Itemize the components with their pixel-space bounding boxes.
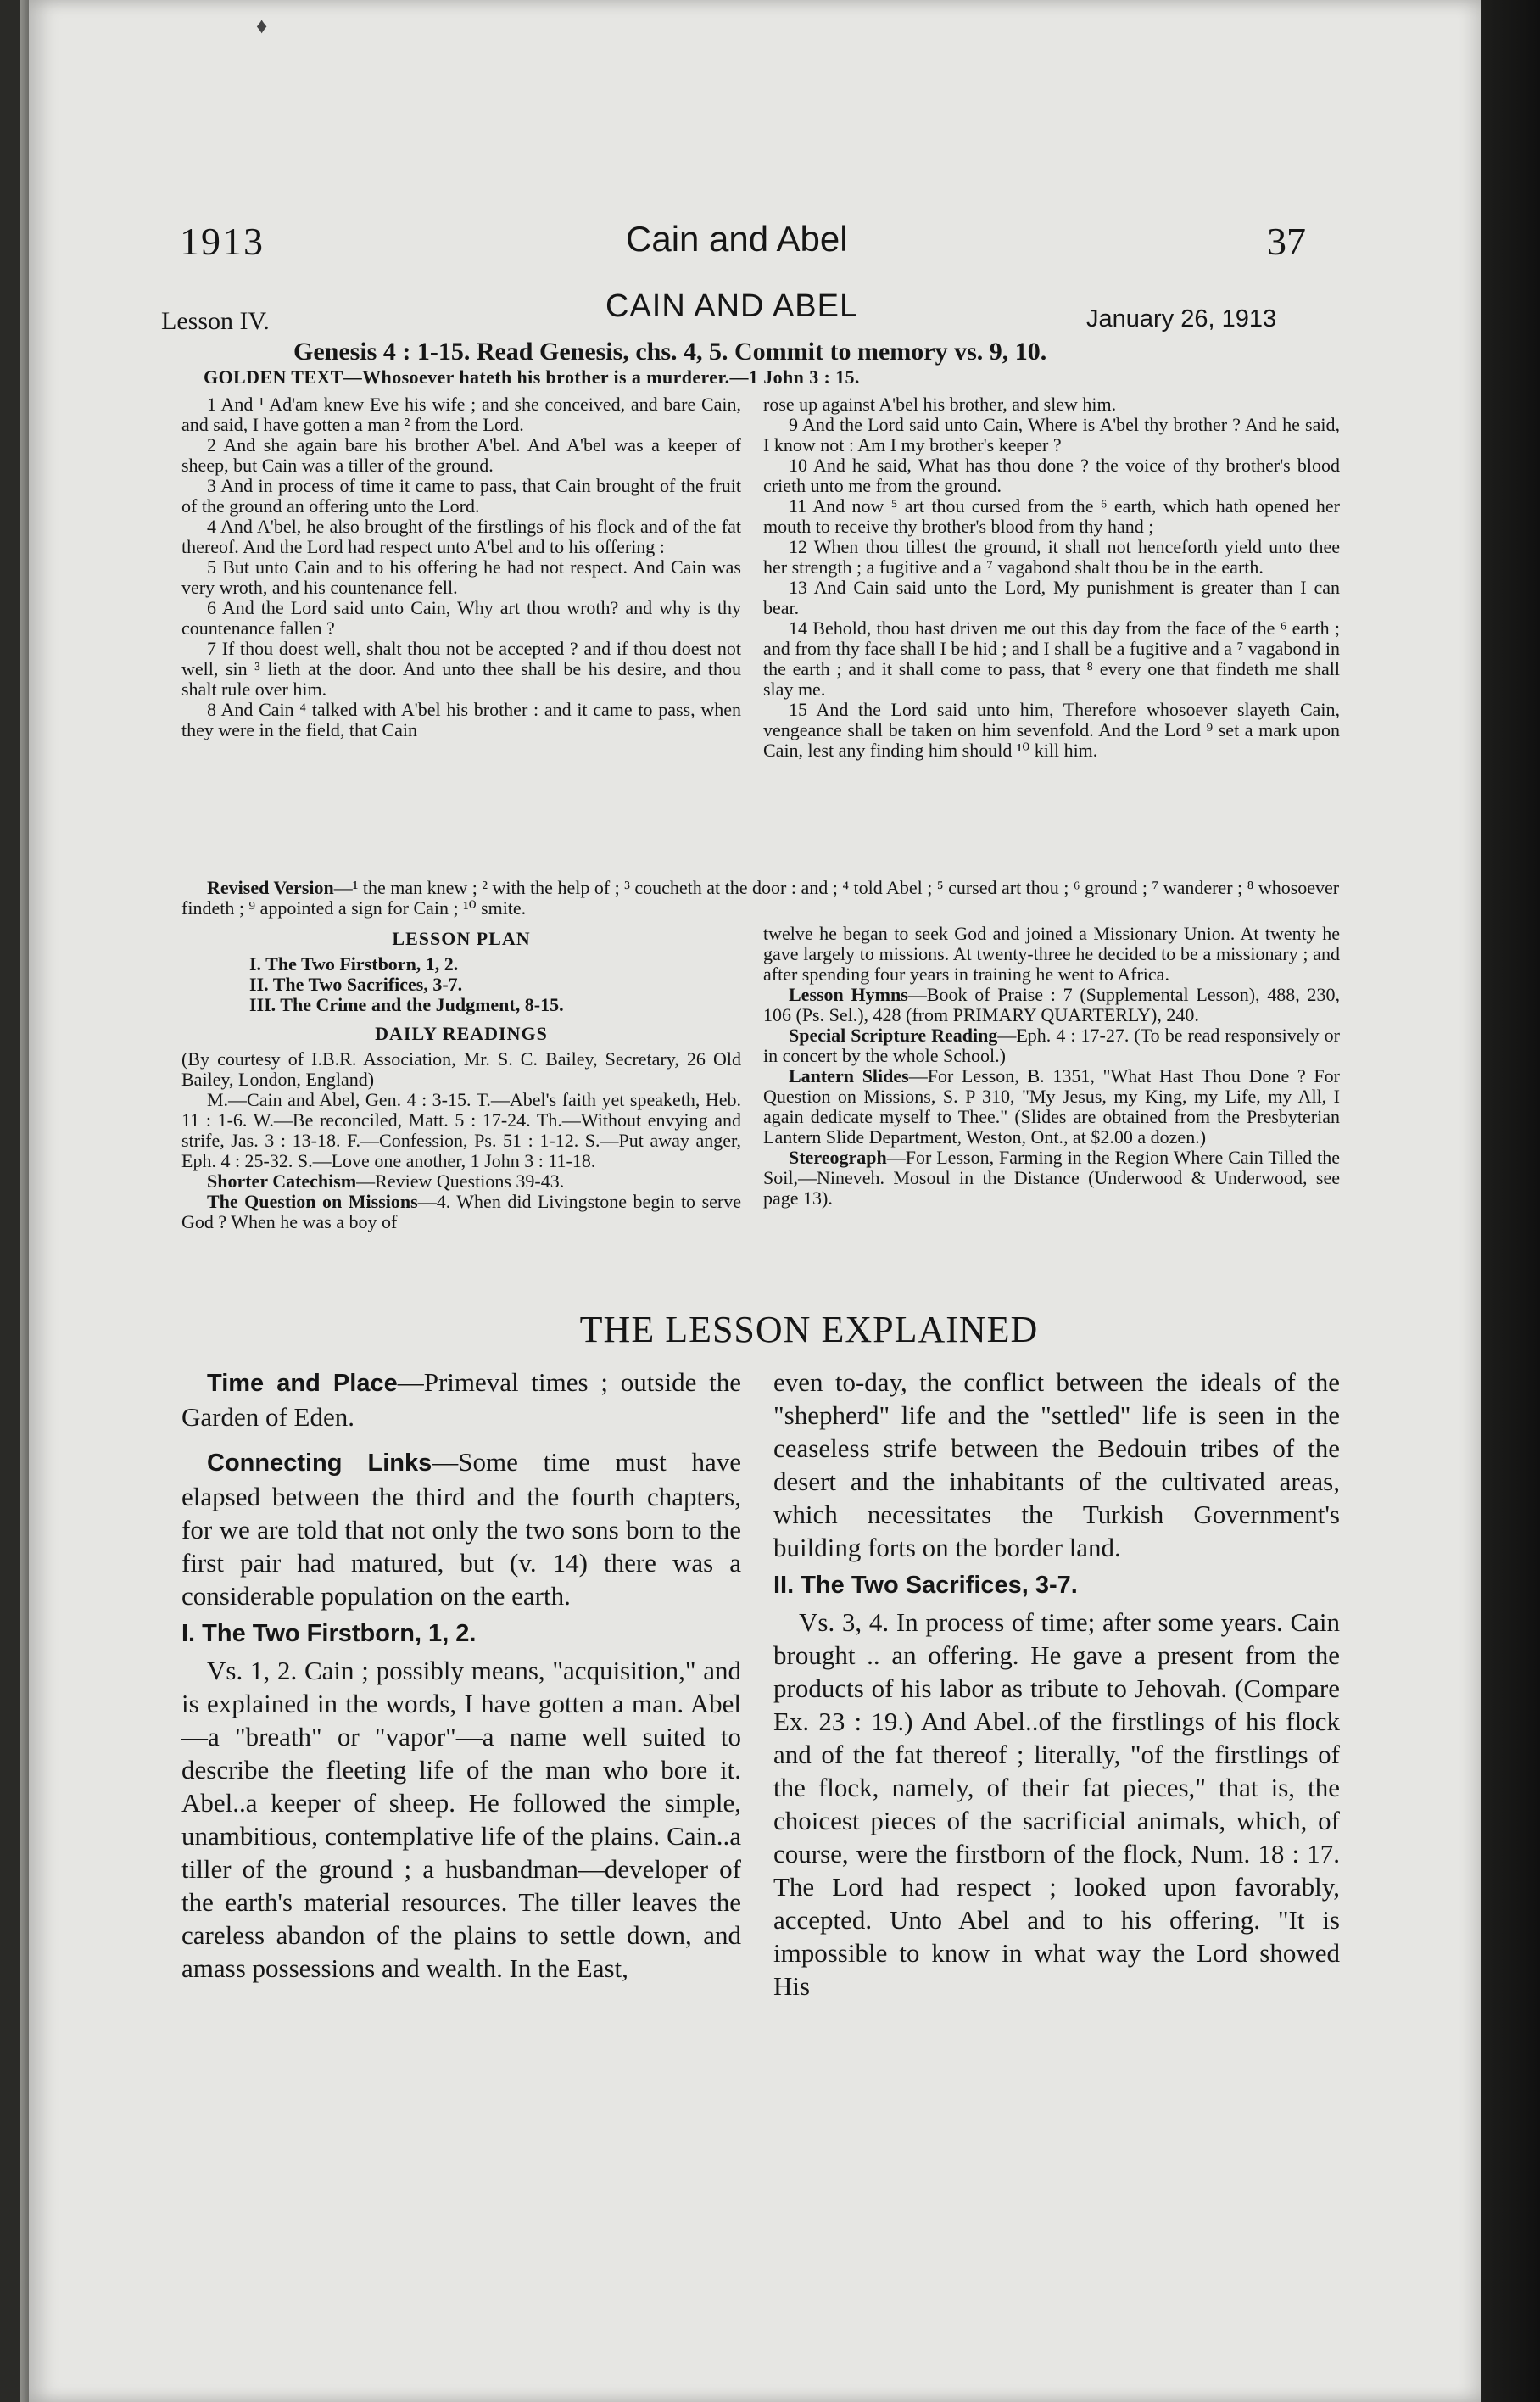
book-page bbox=[29, 0, 1481, 2402]
revised-version bbox=[181, 878, 1343, 919]
shorter-catechism-label: Shorter Catechism bbox=[207, 1170, 357, 1192]
verse: 8 And Cain ⁴ talked with A'bel his brother : and it came to pass, when they were in the field, that Cain bbox=[181, 699, 741, 740]
lesson-plan-item: III. The Crime and the Judgment, 8-15. bbox=[249, 994, 564, 1015]
revised-version-label: Revised Version bbox=[207, 877, 334, 898]
lesson-plan-heading: LESSON PLAN bbox=[392, 928, 531, 949]
lesson-notes-left bbox=[181, 924, 741, 1232]
lesson-explained-heading bbox=[29, 1308, 1481, 1351]
revised-version-text: —¹ the man knew ; ² with the help of ; ³ coucheth at the door : and ; ⁴ told Abel ; ⁵ cursed art thou ; ⁶ ground ; ⁷ wanderer ; ⁸ whosoever findeth ; ⁹ appointed a sign for Cain ; ¹⁰ smite. bbox=[181, 877, 1340, 919]
verse: 1 And ¹ Ad'am knew Eve his wife ; and she conceived, and bare Cain, and said, I have gotten a man ² from the Lord. bbox=[181, 394, 741, 435]
stereograph-label: Stereograph bbox=[789, 1147, 887, 1168]
verse: 15 And the Lord said unto him, Therefore whosoever slayeth Cain, vengeance shall be taken on him sevenfold. And the Lord ⁹ set a mark upon Cain, lest any finding him should ¹⁰ kill him. bbox=[763, 699, 1340, 761]
section-heading: I. The Two Firstborn, 1, 2. bbox=[181, 1620, 477, 1647]
connecting-links-label: Connecting Links bbox=[207, 1450, 432, 1477]
special-reading-text: —Eph. 4 : 17-27. (To be read responsively or in concert by the whole School.) bbox=[763, 1025, 1340, 1066]
missions-question-label: The Question on Missions bbox=[207, 1191, 418, 1212]
lesson-number: Lesson IV. bbox=[161, 307, 270, 335]
missions-question-continued: twelve he began to seek God and joined a Missionary Union. At twenty he gave largely to missions. At twenty-three he decided to be a missionary ; and after spending four years in training he went to Africa. bbox=[763, 923, 1340, 985]
verse: 4 And A'bel, he also brought of the firstlings of his flock and of the fat thereof. And the Lord had respect unto A'bel and to his offering : bbox=[181, 516, 741, 557]
verse: 3 And in process of time it came to pass, that Cain brought of the fruit of the ground an offering unto the Lord. bbox=[181, 475, 741, 517]
daily-readings-heading: DAILY READINGS bbox=[375, 1023, 548, 1044]
lantern-slides-text: —For Lesson, B. 1351, "What Hast Thou Done ? For Question on Missions, S. P 310, "My Jesus, my King, my Life, my All, I again dedicate myself to Thee." (Slides are obtained from the Presbyterian Lantern Slide Department, Weston, Ont., at $2.00 a dozen.) bbox=[763, 1065, 1340, 1148]
verse: 5 But unto Cain and to his offering he had not respect. And Cain was very wroth, and his countenance fell. bbox=[181, 556, 741, 598]
verse: 13 And Cain said unto the Lord, My punishment is greater than I can bear. bbox=[763, 577, 1340, 618]
special-reading-label: Special Scripture Reading bbox=[789, 1025, 998, 1046]
time-place-label: Time and Place bbox=[207, 1370, 398, 1397]
verse: 14 Behold, thou hast driven me out this day from the face of the ⁶ earth ; and from thy face shall I be hid ; and I shall be a fugitive and a ⁷ vagabond in the earth ; and it shall come to pass, that ⁸ every one that findeth me shall slay me. bbox=[763, 617, 1340, 700]
shorter-catechism-text: —Review Questions 39-43. bbox=[356, 1170, 565, 1192]
running-head-year: 1913 bbox=[180, 220, 265, 263]
verse: 2 And she again bare his brother A'bel. And A'bel was a keeper of sheep, but Cain was a tiller of the ground. bbox=[181, 434, 741, 476]
verse: 10 And he said, What has thou done ? the voice of thy brother's blood crieth unto me from the ground. bbox=[763, 455, 1340, 496]
lesson-hymns-label: Lesson Hymns bbox=[789, 984, 908, 1005]
verses-left-column bbox=[181, 394, 741, 740]
verse: rose up against A'bel his brother, and slew him. bbox=[763, 394, 1117, 415]
connecting-links-text: —Some time must have elapsed between the third and the fourth chapters, for we are told that not only the two sons born to the first pair had matured, but (v. 14) there was a considerable population on the earth. bbox=[181, 1447, 741, 1611]
section-text: Vs. 1, 2. Cain ; possibly means, "acquisition," and is explained in the words, I have gotten a man. Abel—a "breath" or "vapor"—a name well suited to describe the fleeting life of the man who bore it. Abel..a keeper of sheep. He followed the simple, unambitious, contemplative life of the plains. Cain..a tiller of the ground ; a husbandman—developer of the earth's material resources. The tiller leaves the careless abandon of the plains to settle down, and amass possessions and wealth. In the East, bbox=[181, 1656, 741, 1983]
time-place-text: —Primeval times ; outside the Garden of Eden. bbox=[181, 1367, 741, 1432]
lesson-title: CAIN AND ABEL bbox=[605, 288, 859, 324]
explanation-continued: even to-day, the conflict between the ideals of the "shepherd" life and the "settled" life is seen in the ceaseless strife between the Bedouin tribes of the desert and the inhabitants of the cultivated areas, which necessitates the Turkish Government's building forts on the border land. bbox=[773, 1367, 1340, 1562]
explanation-right-column bbox=[773, 1366, 1340, 2003]
daily-readings-text: M.—Cain and Abel, Gen. 4 : 3-15. T.—Abel's faith yet speaketh, Heb. 11 : 1-6. W.—Be reconciled, Matt. 5 : 17-24. Th.—Without envying and strife, Jas. 3 : 13-18. F.—Confession, Ps. 51 : 1-12. S.—Put away anger, Eph. 4 : 25-32. S.—Love one another, 1 John 3 : 11-18. bbox=[181, 1089, 741, 1171]
lesson-date: January 26, 1913 bbox=[1086, 305, 1277, 332]
lantern-slides-label: Lantern Slides bbox=[789, 1065, 909, 1086]
scripture-reference: Genesis 4 : 1-15. Read Genesis, chs. 4, 5. Commit to memory vs. 9, 10. bbox=[293, 338, 1047, 366]
daily-readings-courtesy: (By courtesy of I.B.R. Association, Mr. S. C. Bailey, Secretary, 26 Old Bailey, London, England) bbox=[181, 1048, 741, 1090]
lesson-hymns-text: —Book of Praise : 7 (Supplemental Lesson), 488, 230, 106 (Ps. Sel.), 428 (from PRIMARY QUARTERLY), 240. bbox=[763, 984, 1340, 1025]
verse: 11 And now ⁵ art thou cursed from the ⁶ earth, which hath opened her mouth to receive thy brother's blood from thy hand ; bbox=[763, 495, 1340, 537]
verse: 7 If thou doest well, shalt thou not be accepted ? and if thou doest not well, sin ³ lieth at the door. And unto thee shall be his desire, and thou shalt rule over him. bbox=[181, 638, 741, 700]
verse: 12 When thou tillest the ground, it shall not henceforth yield unto thee her strength ; a fugitive and a ⁷ vagabond shalt thou be in the earth. bbox=[763, 536, 1340, 578]
missions-question-text: —4. When did Livingstone begin to serve God ? When he was a boy of bbox=[181, 1191, 741, 1232]
stereograph-text: —For Lesson, Farming in the Region Where Cain Tilled the Soil,—Nineveh. Mosoul in the Distance (Underwood & Underwood, see page 13). bbox=[763, 1147, 1340, 1209]
page-number: 37 bbox=[1267, 220, 1306, 263]
lesson-plan-item: I. The Two Firstborn, 1, 2. bbox=[249, 953, 459, 975]
section-text: Vs. 3, 4. In process of time; after some years. Cain brought .. an offering. He gave a present from the products of his labor as tribute to Jehovah. (Compare Ex. 23 : 19.) And Abel..of the firstlings of his flock and of the fat thereof ; literally, "of the firstlings of the flock, namely, of their fat pieces," that is, the choicest pieces of the sacrificial animals, which, of course, were the firstborn of the flock, Num. 18 : 17. The Lord had respect ; looked upon favorably, accepted. Unto Abel and to his offering. "It is impossible to know in what way the Lord showed His bbox=[773, 1607, 1340, 2001]
ornament-mark: ♦ bbox=[256, 14, 268, 38]
verses-right-column bbox=[763, 394, 1340, 761]
running-head-title: Cain and Abel bbox=[626, 219, 848, 259]
lesson-explained-heading-text: THE LESSON EXPLAINED bbox=[579, 1309, 1039, 1350]
explanation-left-column bbox=[181, 1366, 741, 1985]
verse: 6 And the Lord said unto Cain, Why art thou wroth? and why is thy countenance fallen ? bbox=[181, 597, 741, 639]
lesson-plan-item: II. The Two Sacrifices, 3-7. bbox=[249, 974, 463, 995]
verse: 9 And the Lord said unto Cain, Where is A'bel thy brother ? And he said, I know not : Am I my brother's keeper ? bbox=[763, 414, 1340, 455]
section-heading: II. The Two Sacrifices, 3-7. bbox=[773, 1572, 1078, 1599]
lesson-notes-right bbox=[763, 924, 1340, 1209]
golden-text: GOLDEN TEXT—Whosoever hateth his brother is a murderer.—1 John 3 : 15. bbox=[204, 366, 860, 388]
